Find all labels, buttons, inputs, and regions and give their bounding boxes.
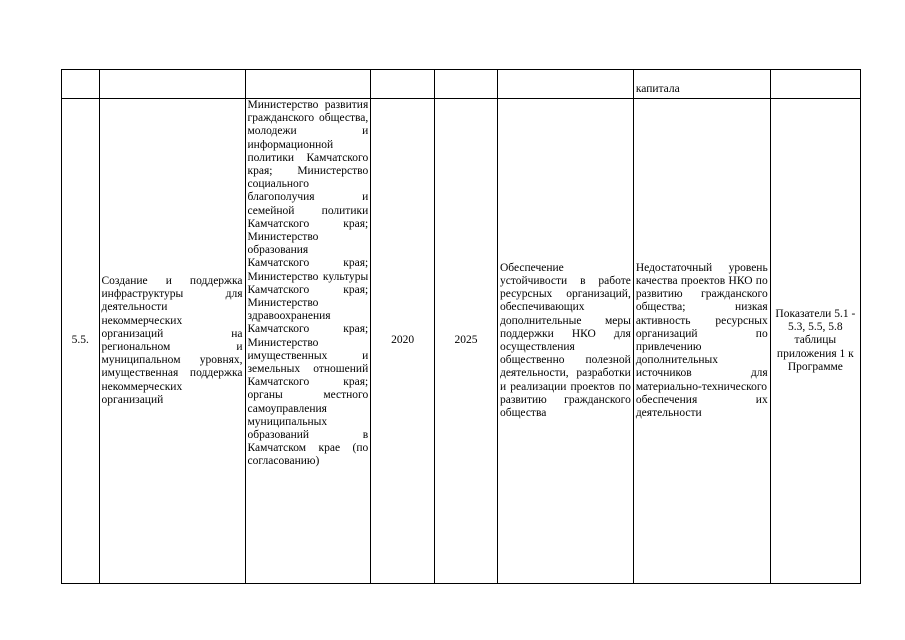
cell-start-empty <box>371 70 435 99</box>
cell-number: 5.5. <box>62 99 100 584</box>
cell-end-year: 2025 <box>435 99 498 584</box>
cell-responsible: Министерство развития гражданского общества, молодежи и информационной политики Камчатского края; Министерство социального благополучия и семейной политики Камчатского края; Министерство образования Камчатского края; Министерство культуры Камчатского края; Министерство здравоохранения Камчатского края; Министерство имущественных и земельных отношений Камчатского края; органы местного самоуправления муниципальных образований в Камчатском крае (по согласованию) <box>245 99 371 584</box>
table-row-continuation <box>62 70 861 99</box>
cell-risk-continuation: капитала <box>633 70 770 99</box>
cell-indicators-empty <box>770 70 860 99</box>
cell-expected-result: Обеспечение устойчивости в работе ресурсных организаций, обеспечивающих дополнительные меры поддержки НКО для осуществления общественно полезной деятельности, разработки и реализации проектов по развитию гражданского общества <box>497 99 633 584</box>
cell-name-empty <box>99 70 245 99</box>
cell-end-empty <box>435 70 498 99</box>
cell-responsible-empty <box>245 70 371 99</box>
table-row <box>62 99 861 584</box>
cell-number-empty <box>62 70 100 99</box>
cell-risks: Недостаточный уровень качества проектов НКО по развитию гражданского общества; низкая активность ресурсных организаций по привлечению дополнительных источников для материально-технического обеспечения их деятельности <box>633 99 770 584</box>
cell-start-year: 2020 <box>371 99 435 584</box>
cell-indicators: Показатели 5.1 - 5.3, 5.5, 5.8 таблицы приложения 1 к Программе <box>770 99 860 584</box>
cell-activity-name: Создание и поддержка инфраструктуры для деятельности некоммерческих организаций на региональном и муниципальном уровнях, имущественная поддержка некоммерческих организаций <box>99 99 245 584</box>
program-table <box>61 69 861 584</box>
cell-result-empty <box>497 70 633 99</box>
